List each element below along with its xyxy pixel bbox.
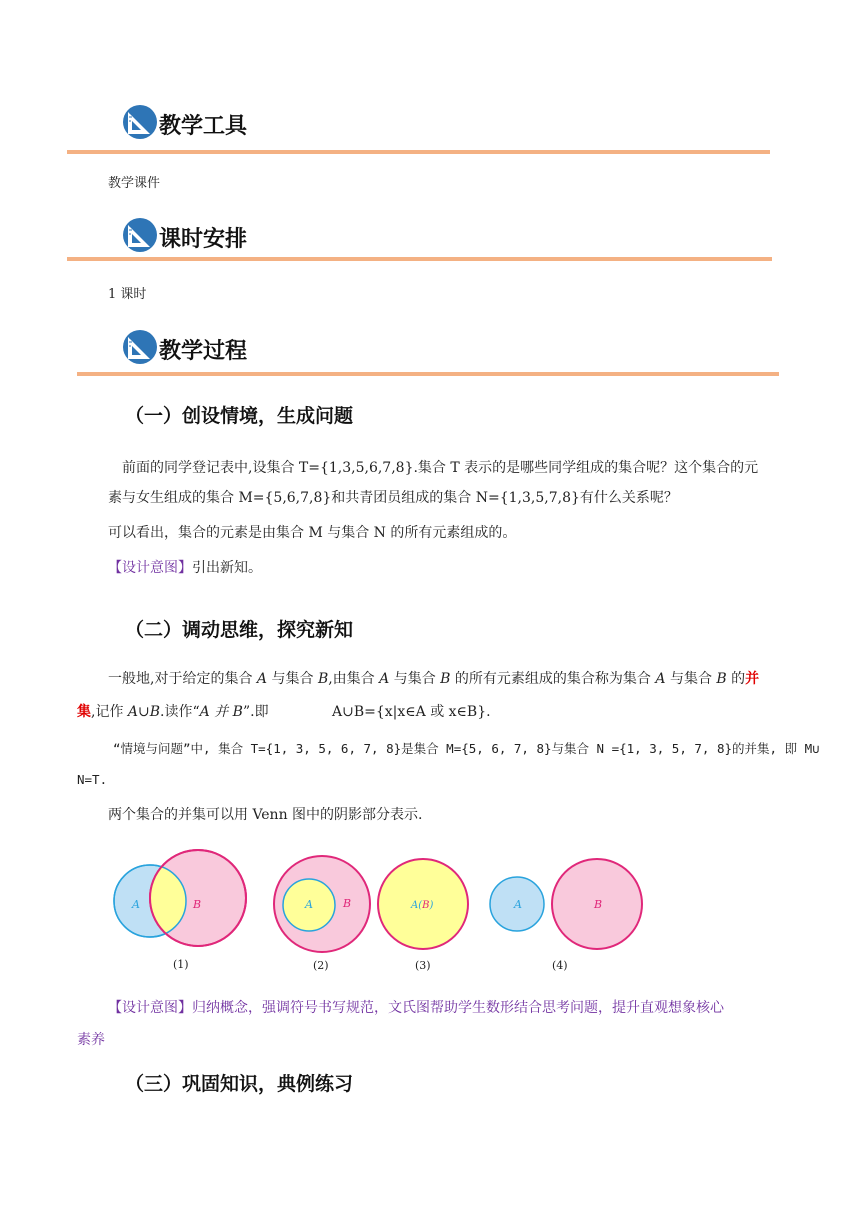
venn-figure-2 (274, 856, 370, 952)
set-label-b: B (343, 897, 352, 910)
set-label-a: A (305, 898, 313, 911)
set-label-b: B (594, 898, 603, 911)
venn-figure-4 (490, 859, 642, 949)
figure-label: (2) (313, 959, 329, 972)
section-title: 教学过程 (159, 339, 248, 364)
context-paragraph: “情境与问题”中, 集合 T={1, 3, 5, 6, 7, 8}是集合 M={5, 6, 7, 8}与集合 N ={1, 3, 5, 7, 8}的并集, 即 M∪ (113, 741, 820, 756)
section-divider (67, 257, 772, 261)
union-term: 并 (745, 671, 760, 687)
union-definition: 一般地,对于给定的集合 A 与集合 B,由集合 A 与集合 B 的所有元素组成的集合称为集合 A 与集合 B 的并 (108, 671, 760, 687)
design-intent-text: 引出新知。 (192, 560, 262, 576)
set-label-a: A (132, 898, 140, 911)
section-header-process (122, 329, 247, 365)
set-square-icon (122, 104, 158, 140)
section-title: 教学工具 (159, 114, 248, 139)
design-intent-label: 【设计意图】 (108, 560, 192, 576)
venn-figure-1 (114, 850, 246, 946)
part1-paragraph-1b: 素与女生组成的集合 M={5,6,7,8}和共青团员组成的集合 N={1,3,5,7,8}有什么关系呢？ (108, 490, 678, 506)
set-label-b: B (193, 898, 202, 911)
venn-diagrams (100, 848, 660, 978)
context-paragraph-cont: N=T. (77, 772, 108, 787)
part1-heading: （一）创设情境，生成问题 (125, 405, 354, 427)
figure-label: (3) (415, 959, 431, 972)
venn-figure-3 (378, 859, 468, 949)
set-square-icon (122, 329, 158, 365)
part1-design-intent (108, 553, 262, 583)
section-content: 教学课件 (108, 176, 161, 191)
design-intent-text: 归纳概念，强调符号书写规范，文氏图帮助学生数形结合思考问题，提升直观想象核心 (192, 1000, 724, 1016)
union-notation: 集,记作 A∪B.读作“A 并 B”.即 (77, 704, 269, 720)
union-formula: A∪B={x|x∈A 或 x∈B}. (332, 704, 491, 720)
figure-label: (4) (552, 959, 568, 972)
section-title: 课时安排 (159, 227, 248, 252)
design-intent-label: 【设计意图】 (108, 1000, 192, 1016)
part2-design-intent (108, 993, 724, 1023)
svg-text:A(B): A(B) (411, 900, 434, 911)
section-divider (77, 372, 779, 376)
set-label-a: A (514, 898, 522, 911)
set-square-icon (122, 217, 158, 253)
part2-heading: （二）调动思维，探究新知 (125, 619, 354, 641)
section-header-schedule (122, 217, 247, 253)
venn-intro: 两个集合的并集可以用 Venn 图中的阴影部分表示. (108, 807, 423, 823)
figure-label: (1) (173, 958, 189, 971)
part2-design-intent-cont: 素养 (77, 1032, 105, 1048)
section-divider (67, 150, 770, 154)
section-header-tools (122, 104, 247, 140)
part3-heading: （三）巩固知识，典例练习 (125, 1073, 354, 1095)
section-content: 1 课时 (108, 287, 147, 302)
part1-paragraph-1: 前面的同学登记表中,设集合 T={1,3,5,6,7,8}.集合 T 表示的是哪些同学组成的集合呢？这个集合的元 (122, 460, 759, 476)
part1-paragraph-2: 可以看出，集合的元素是由集合 M 与集合 N 的所有元素组成的。 (108, 525, 517, 541)
